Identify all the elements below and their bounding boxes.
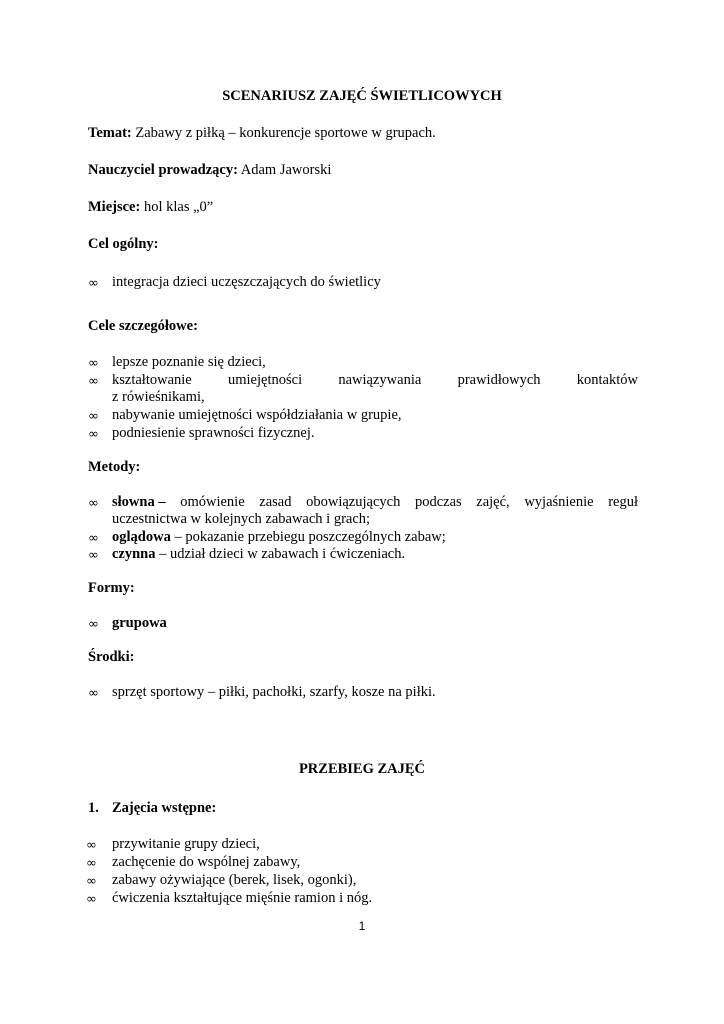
miejsce-label: Miejsce: (88, 199, 141, 215)
infinity-bullet-icon: ∞ (88, 276, 99, 291)
section-number-text: 1. (88, 800, 99, 816)
metody-heading-text: Metody: (88, 459, 141, 475)
infinity-bullet-icon: ∞ (86, 874, 97, 889)
word: umiejętności (228, 372, 303, 388)
list-item (112, 615, 167, 632)
infinity-bullet-icon: ∞ (88, 686, 99, 701)
list-item-continuation: uczestnictwa w kolejnych zabawach i grach; (112, 511, 371, 527)
list-item: przywitanie grupy dzieci, (112, 836, 260, 852)
list-item-justified (112, 372, 638, 389)
temat-line (88, 125, 436, 142)
przebieg-heading: PRZEBIEG ZAJĘĆ (298, 761, 426, 777)
miejsce-value: hol klas „0” (143, 199, 214, 215)
list-item: zachęcenie do wspólnej zabawy, (112, 854, 301, 870)
list-item-justified (112, 494, 638, 511)
word: wyjaśnienie (524, 494, 594, 510)
method-description: – udział dzieci w zabawach i ćwiczeniach. (155, 546, 406, 562)
method-name: słowna – (112, 494, 166, 510)
word: prawidłowych (457, 372, 541, 388)
infinity-bullet-icon: ∞ (88, 374, 99, 389)
infinity-bullet-icon: ∞ (86, 838, 97, 853)
nauczyciel-line (88, 162, 331, 179)
method-name: czynna (112, 546, 156, 562)
list-item: integracja dzieci uczęszczających do świetlicy (112, 274, 381, 290)
infinity-bullet-icon: ∞ (88, 427, 99, 442)
temat-value: Zabawy z piłką – konkurencje sportowe w grupach. (135, 125, 436, 141)
srodki-heading-text: Środki: (88, 649, 135, 665)
infinity-bullet-icon: ∞ (88, 496, 99, 511)
metody-heading (88, 459, 140, 476)
infinity-bullet-icon: ∞ (86, 892, 97, 907)
method-description: – pokazanie przebiegu poszczególnych zabaw; (170, 529, 446, 545)
infinity-bullet-icon: ∞ (88, 548, 99, 563)
list-item: lepsze poznanie się dzieci, (112, 354, 266, 370)
miejsce-line (88, 199, 213, 216)
list-item-continuation: z rówieśnikami, (112, 389, 205, 405)
formy-heading (88, 580, 135, 597)
word: obowiązujących (306, 494, 401, 510)
forma-value: grupowa (112, 615, 167, 631)
infinity-bullet-icon: ∞ (86, 856, 97, 871)
word: kontaktów (576, 372, 638, 388)
word: reguł (608, 494, 638, 510)
section-number (88, 800, 99, 817)
word: zajęć, (476, 494, 510, 510)
cele-szczegolowe-heading-text: Cele szczegółowe: (88, 318, 198, 334)
page-number: 1 (358, 919, 366, 933)
nauczyciel-value: Adam Jaworski (240, 162, 332, 178)
list-item: sprzęt sportowy – piłki, pachołki, szarfy, kosze na piłki. (112, 684, 436, 700)
infinity-bullet-icon: ∞ (88, 409, 99, 424)
list-item: podniesienie sprawności fizycznej. (112, 425, 315, 441)
cele-szczegolowe-heading (88, 318, 198, 335)
list-item: zabawy ożywiające (berek, lisek, ogonki), (112, 872, 357, 888)
infinity-bullet-icon: ∞ (88, 531, 99, 546)
cel-ogolny-heading (88, 236, 158, 253)
srodki-heading (88, 649, 134, 666)
list-item: nabywanie umiejętności współdziałania w grupie, (112, 407, 402, 423)
temat-label: Temat: (88, 125, 132, 141)
list-item: ćwiczenia kształtujące mięśnie ramion i nóg. (112, 890, 373, 906)
list-item (112, 546, 405, 563)
nauczyciel-label: Nauczyciel prowadzący: (88, 162, 238, 178)
word: podczas (414, 494, 462, 510)
word: omówienie (180, 494, 245, 510)
document-title: SCENARIUSZ ZAJĘĆ ŚWIETLICOWYCH (222, 88, 502, 104)
list-item (112, 529, 446, 546)
section-title-text: Zajęcia wstępne: (112, 800, 217, 816)
formy-heading-text: Formy: (88, 580, 135, 596)
infinity-bullet-icon: ∞ (88, 617, 99, 632)
cel-ogolny-heading-text: Cel ogólny: (88, 236, 159, 252)
word: zasad (259, 494, 292, 510)
infinity-bullet-icon: ∞ (88, 356, 99, 371)
word: nawiązywania (338, 372, 422, 388)
method-name: oglądowa (112, 529, 171, 545)
section-title (112, 800, 216, 817)
word: kształtowanie (112, 372, 192, 388)
